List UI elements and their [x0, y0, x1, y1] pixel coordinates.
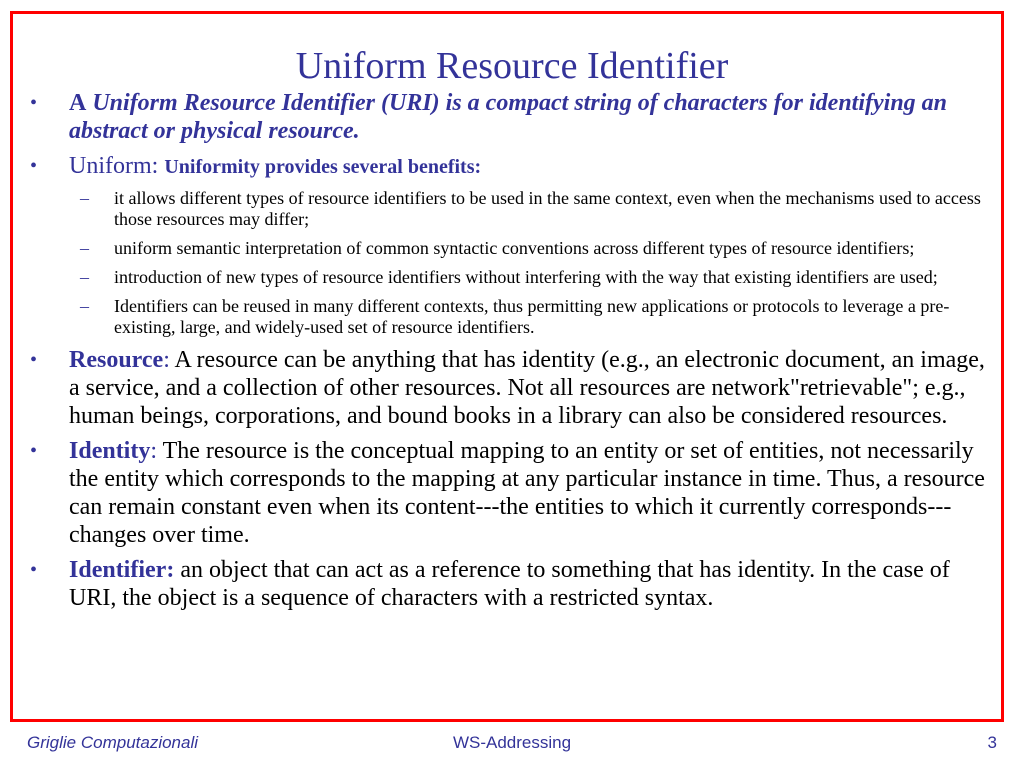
uniform-intro: Uniformity provides several benefits:: [164, 156, 482, 178]
bullet-uniform: [30, 152, 990, 181]
slide-content: [30, 89, 990, 619]
bullet-identifier: [30, 556, 990, 612]
dash-icon: –: [80, 238, 89, 258]
benefit-text: uniform semantic interpretation of common syntactic conventions across different types of resource identifiers;: [114, 238, 915, 258]
uniform-term: Uniform: [69, 153, 152, 179]
bullet-identity: [30, 437, 990, 549]
uniform-sep: :: [151, 153, 159, 179]
footer-course: Griglie Computazionali: [27, 733, 199, 752]
identifier-term: Identifier:: [69, 557, 175, 583]
resource-term: Resource: [69, 347, 164, 373]
list-item: [30, 267, 990, 288]
benefit-text: Identifiers can be reused in many different contexts, thus permitting new applications or protocols to leverage a pre-existing, large, and widely-used set of resource identifiers.: [114, 296, 950, 337]
identity-term: Identity: [69, 438, 151, 464]
resource-text: A resource can be anything that has identity (e.g., an electronic document, an image, a service, and a collection of other resources. Not all resources are network"retrievable"; e.g., human beings, corporations, and bound books in a library can also be considered resources.: [69, 347, 985, 429]
uri-definition-text: Uniform Resource Identifier (URI) is a compact string of characters for identifying an abstract or physical resource.: [69, 90, 948, 144]
identifier-text: an object that can act as a reference to something that has identity. In the case of URI, the object is a sequence of characters with a restricted syntax.: [69, 557, 950, 611]
bullet-dot-icon: •: [30, 440, 38, 462]
bullet-dot-icon: •: [30, 155, 38, 177]
resource-sep: :: [163, 347, 170, 373]
list-item: [30, 238, 990, 259]
dash-icon: –: [80, 188, 89, 208]
bullet-lead: A: [69, 90, 87, 116]
slide-footer: [0, 733, 1024, 757]
bullet-resource: [30, 346, 990, 430]
list-item: [30, 188, 990, 230]
bullet-uri-definition: [30, 89, 990, 145]
benefit-text: introduction of new types of resource identifiers without interfering with the way that existing identifiers are used;: [114, 267, 938, 287]
dash-icon: –: [80, 267, 89, 287]
page-number: 3: [987, 733, 997, 752]
uniform-benefits-list: [30, 188, 990, 338]
slide-title: Uniform Resource Identifier: [295, 45, 729, 87]
identity-sep: :: [150, 438, 158, 464]
benefit-text: it allows different types of resource identifiers to be used in the same context, even when the mechanisms used to access those resources may differ;: [114, 188, 981, 229]
bullet-dot-icon: •: [30, 92, 38, 114]
dash-icon: –: [80, 296, 89, 316]
identity-text: The resource is the conceptual mapping to an entity or set of entities, not necessarily the entity which corresponds to the mapping at any particular instance in time. Thus, a resource can remain constant even when its content---the entities to which it currently corresponds---changes over time.: [69, 438, 985, 548]
bullet-dot-icon: •: [30, 559, 38, 581]
footer-topic: WS-Addressing: [452, 733, 572, 752]
bullet-dot-icon: •: [30, 349, 38, 371]
list-item: [30, 296, 990, 338]
